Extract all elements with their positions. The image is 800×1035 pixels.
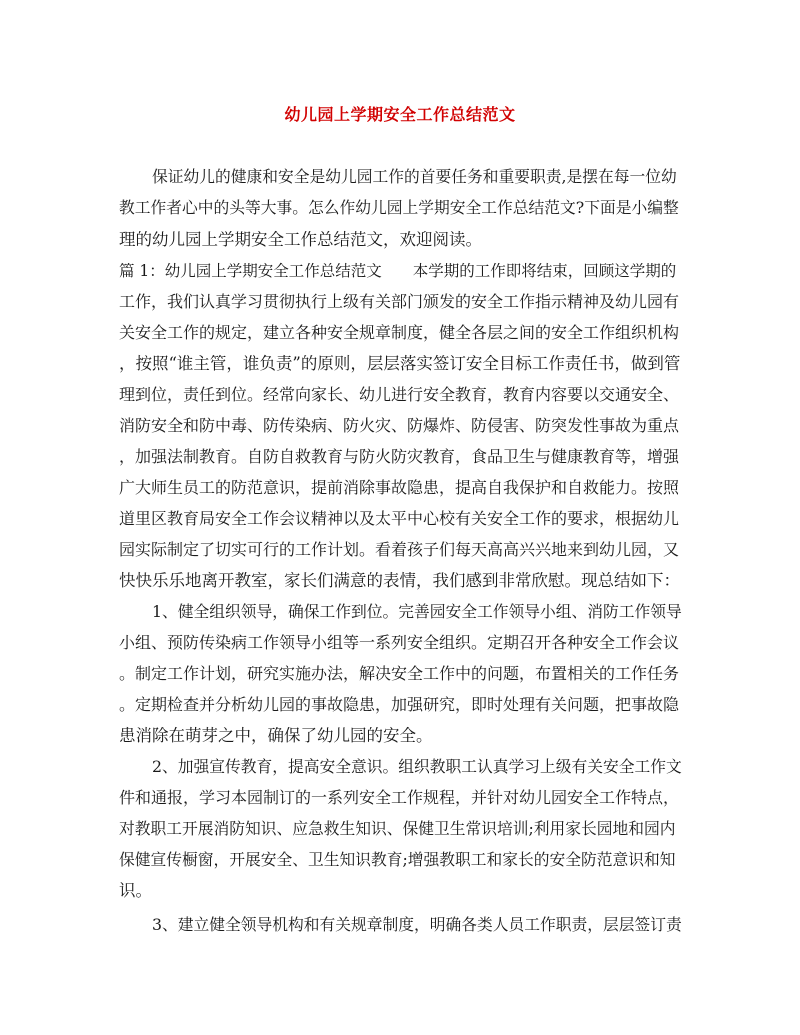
text-line: 。定期检查并分析幼儿园的事故隐患，加强研究，即时处理有关问题，把事故隐 — [119, 695, 680, 714]
text-line: 2、加强宣传教育，提高安全意识。组织教职工认真学习上级有关安全工作文 — [152, 757, 682, 776]
text-line: 教工作者心中的头等大事。怎么作幼儿园上学期安全工作总结范文?下面是小编整 — [119, 198, 679, 217]
text-line: 识。 — [119, 881, 152, 900]
text-line: ，加强法制教育。自防自救教育与防火防灾教育，食品卫生与健康教育等，增强 — [119, 447, 680, 466]
text-line: 篇 1：幼儿园上学期安全工作总结范文 本学期的工作即将结束，回顾这学期的 — [119, 262, 677, 280]
text-line: 。制定工作计划，研究实施办法，解决安全工作中的问题，布置相关的工作任务 — [119, 664, 680, 683]
text-line: 小组、预防传染病工作领导小组等一系列安全组织。定期召开各种安全工作会议 — [119, 633, 680, 652]
text-line: 快快乐乐地离开教室，家长们满意的表情，我们感到非常欣慰。现总结如下： — [119, 571, 680, 590]
text-line: 3、建立健全领导机构和有关规章制度，明确各类人员工作职责，层层签订责 — [152, 915, 682, 934]
text-line: 理到位，责任到位。经常向家长、幼儿进行安全教育，教育内容要以交通安全、 — [119, 385, 680, 404]
text-line: 广大师生员工的防范意识，提前消除事故隐患，提高自我保护和自救能力。按照 — [119, 478, 680, 497]
text-line: 对教职工开展消防知识、应急救生知识、保健卫生常识培训;利用家长园地和园内 — [119, 819, 676, 838]
text-line: 件和通报，学习本园制订的一系列安全工作规程，并针对幼儿园安全工作特点， — [119, 788, 680, 807]
document-title: 幼儿园上学期安全工作总结范文 — [284, 105, 516, 124]
text-line: 患消除在萌芽之中，确保了幼儿园的安全。 — [119, 726, 433, 745]
text-line: ，按照“谁主管，谁负责”的原则，层层落实签订安全目标工作责任书，做到管 — [119, 354, 681, 373]
text-line: 理的幼儿园上学期安全工作总结范文，欢迎阅读。 — [119, 230, 482, 249]
text-line: 道里区教育局安全工作会议精神以及太平中心校有关安全工作的要求，根据幼儿 — [119, 509, 680, 528]
text-line: 1、健全组织领导，确保工作到位。完善园安全工作领导小组、消防工作领导 — [152, 602, 682, 621]
text-line: 保健宣传橱窗，开展安全、卫生知识教育;增强教职工和家长的安全防范意识和知 — [119, 850, 676, 869]
text-line: 保证幼儿的健康和安全是幼儿园工作的首要任务和重要职责,是摆在每一位幼 — [152, 167, 677, 186]
text-line: 工作，我们认真学习贯彻执行上级有关部门颁发的安全工作指示精神及幼儿园有 — [119, 292, 680, 311]
text-line: 关安全工作的规定，建立各种安全规章制度，健全各层之间的安全工作组织机构 — [119, 323, 680, 342]
text-line: 消防安全和防中毒、防传染病、防火灾、防爆炸、防侵害、防突发性事故为重点 — [119, 416, 680, 435]
text-line: 园实际制定了切实可行的工作计划。看着孩子们每天高高兴兴地来到幼儿园，又 — [119, 540, 680, 559]
